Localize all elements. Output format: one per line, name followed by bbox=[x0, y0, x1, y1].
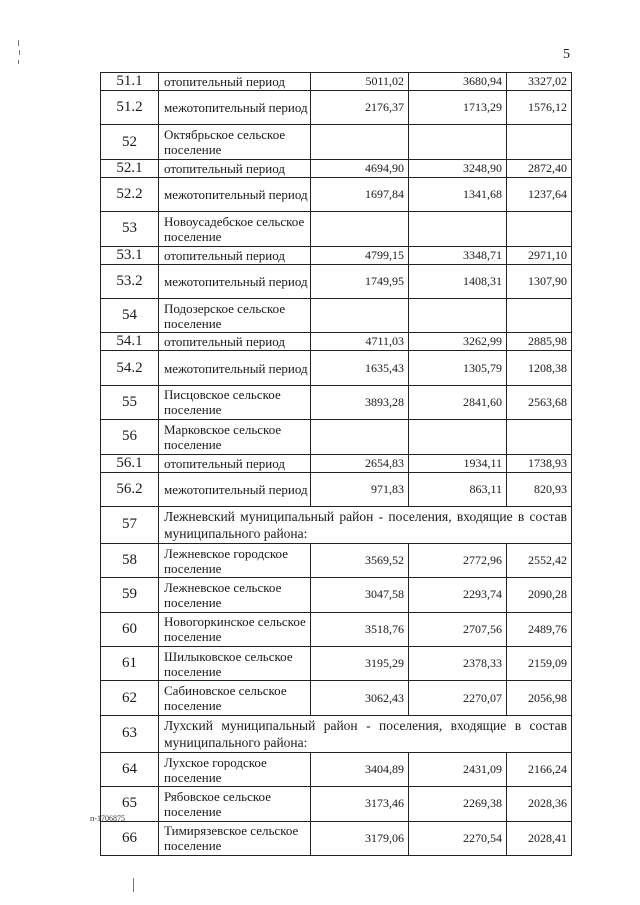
settlement-name: межотопительный период bbox=[159, 91, 311, 125]
tariff-value-v3: 2028,41 bbox=[507, 821, 572, 855]
table-row bbox=[101, 246, 572, 264]
settlement-name: Рябовское сельское поселение bbox=[159, 787, 311, 821]
tariff-value-v1: 3569,52 bbox=[311, 543, 409, 577]
tariff-value-v1: 4711,03 bbox=[311, 333, 409, 351]
row-number: 63 bbox=[101, 715, 159, 752]
row-number: 65 bbox=[101, 787, 159, 821]
tariff-value-v3: 2090,28 bbox=[507, 578, 572, 612]
tariff-value-v2: 2378,33 bbox=[409, 647, 507, 681]
tariff-value-v1: 1697,84 bbox=[311, 177, 409, 211]
tariff-value-v3: 1307,90 bbox=[507, 264, 572, 298]
tariff-value-v1 bbox=[311, 212, 409, 246]
table-row bbox=[101, 264, 572, 298]
row-number: 54 bbox=[101, 298, 159, 332]
tariff-value-v3: 2489,76 bbox=[507, 612, 572, 646]
table-row bbox=[101, 159, 572, 177]
settlement-name: Октябрьское сельское поселение bbox=[159, 125, 311, 159]
tariff-value-v1 bbox=[311, 298, 409, 332]
settlement-name: отопительный период bbox=[159, 246, 311, 264]
row-number: 64 bbox=[101, 752, 159, 786]
settlement-name: Шилыковское сельское поселение bbox=[159, 647, 311, 681]
settlement-name: межотопительный период bbox=[159, 177, 311, 211]
tariff-value-v1: 971,83 bbox=[311, 472, 409, 506]
row-number: 58 bbox=[101, 543, 159, 577]
tariff-value-v1: 1635,43 bbox=[311, 351, 409, 385]
settlement-name: Сабиновское сельское поселение bbox=[159, 681, 311, 715]
tariff-value-v2: 2293,74 bbox=[409, 578, 507, 612]
row-number: 56 bbox=[101, 420, 159, 454]
row-number: 51.1 bbox=[101, 73, 159, 91]
document-id: п-1706875 bbox=[90, 814, 125, 823]
row-number: 56.2 bbox=[101, 472, 159, 506]
row-number: 52.2 bbox=[101, 177, 159, 211]
table-row bbox=[101, 177, 572, 211]
tariff-value-v3: 2872,40 bbox=[507, 159, 572, 177]
table-row bbox=[101, 681, 572, 715]
tariff-value-v3: 1237,64 bbox=[507, 177, 572, 211]
row-number: 59 bbox=[101, 578, 159, 612]
tariff-value-v2: 3680,94 bbox=[409, 73, 507, 91]
table-row bbox=[101, 612, 572, 646]
row-number: 53.2 bbox=[101, 264, 159, 298]
tariff-value-v3: 2166,24 bbox=[507, 752, 572, 786]
settlement-name: Подозерское сельское поселение bbox=[159, 298, 311, 332]
tariff-value-v3: 1208,38 bbox=[507, 351, 572, 385]
tariff-value-v1: 4694,90 bbox=[311, 159, 409, 177]
row-number: 66 bbox=[101, 821, 159, 855]
tariff-value-v2: 2269,38 bbox=[409, 787, 507, 821]
tariff-value-v2: 2270,54 bbox=[409, 821, 507, 855]
row-number: 54.2 bbox=[101, 351, 159, 385]
binding-mark bbox=[19, 50, 20, 55]
page-number: 5 bbox=[563, 47, 570, 62]
tariff-value-v2: 2270,07 bbox=[409, 681, 507, 715]
tariff-value-v2: 2772,96 bbox=[409, 543, 507, 577]
tariff-value-v2: 2707,56 bbox=[409, 612, 507, 646]
tariff-value-v1: 3404,89 bbox=[311, 752, 409, 786]
settlement-name: отопительный период bbox=[159, 333, 311, 351]
tariff-value-v1: 3893,28 bbox=[311, 385, 409, 419]
table-row bbox=[101, 472, 572, 506]
settlement-name: межотопительный период bbox=[159, 472, 311, 506]
tariff-value-v2 bbox=[409, 125, 507, 159]
tariff-value-v1: 3518,76 bbox=[311, 612, 409, 646]
binding-mark bbox=[18, 60, 19, 64]
tariff-value-v2: 3262,99 bbox=[409, 333, 507, 351]
settlement-name: отопительный период bbox=[159, 454, 311, 472]
tariff-value-v1: 3179,06 bbox=[311, 821, 409, 855]
tariff-table bbox=[100, 72, 572, 856]
settlement-name: отопительный период bbox=[159, 159, 311, 177]
tariff-value-v2: 2431,09 bbox=[409, 752, 507, 786]
tariff-value-v2 bbox=[409, 212, 507, 246]
tariff-value-v3 bbox=[507, 212, 572, 246]
table-row bbox=[101, 420, 572, 454]
tariff-value-v1: 2176,37 bbox=[311, 91, 409, 125]
table-row bbox=[101, 821, 572, 855]
tariff-value-v1 bbox=[311, 420, 409, 454]
tariff-value-v3 bbox=[507, 298, 572, 332]
tariff-value-v1: 4799,15 bbox=[311, 246, 409, 264]
district-heading: Лежневский муниципальный район - поселения, входящие в состав муниципального района: bbox=[159, 506, 572, 543]
table-row bbox=[101, 385, 572, 419]
tariff-value-v1: 1749,95 bbox=[311, 264, 409, 298]
table-row bbox=[101, 91, 572, 125]
tariff-value-v1: 2654,83 bbox=[311, 454, 409, 472]
tariff-value-v1: 3047,58 bbox=[311, 578, 409, 612]
tariff-value-v1: 3173,46 bbox=[311, 787, 409, 821]
tariff-value-v2 bbox=[409, 298, 507, 332]
table-row bbox=[101, 715, 572, 752]
settlement-name: межотопительный период bbox=[159, 351, 311, 385]
tariff-value-v3: 2028,36 bbox=[507, 787, 572, 821]
row-number: 56.1 bbox=[101, 454, 159, 472]
row-number: 55 bbox=[101, 385, 159, 419]
tariff-value-v2: 863,11 bbox=[409, 472, 507, 506]
tariff-value-v3: 3327,02 bbox=[507, 73, 572, 91]
row-number: 51.2 bbox=[101, 91, 159, 125]
tariff-value-v3: 1576,12 bbox=[507, 91, 572, 125]
tariff-value-v2: 1305,79 bbox=[409, 351, 507, 385]
row-number: 60 bbox=[101, 612, 159, 646]
tariff-value-v3: 820,93 bbox=[507, 472, 572, 506]
row-number: 53.1 bbox=[101, 246, 159, 264]
tariff-value-v2 bbox=[409, 420, 507, 454]
row-number: 57 bbox=[101, 506, 159, 543]
tariff-value-v2: 1934,11 bbox=[409, 454, 507, 472]
row-number: 54.1 bbox=[101, 333, 159, 351]
row-number: 62 bbox=[101, 681, 159, 715]
binding-mark bbox=[133, 878, 134, 892]
settlement-name: Тимирязевское сельское поселение bbox=[159, 821, 311, 855]
table-row bbox=[101, 543, 572, 577]
table-row bbox=[101, 787, 572, 821]
tariff-value-v1 bbox=[311, 125, 409, 159]
tariff-value-v3: 2159,09 bbox=[507, 647, 572, 681]
tariff-value-v3: 2552,42 bbox=[507, 543, 572, 577]
tariff-value-v1: 5011,02 bbox=[311, 73, 409, 91]
tariff-value-v2: 3348,71 bbox=[409, 246, 507, 264]
row-number: 52 bbox=[101, 125, 159, 159]
settlement-name: Лежневское сельское поселение bbox=[159, 578, 311, 612]
settlement-name: Новогоркинское сельское поселение bbox=[159, 612, 311, 646]
table-row bbox=[101, 351, 572, 385]
table-row bbox=[101, 647, 572, 681]
settlement-name: отопительный период bbox=[159, 73, 311, 91]
table-row bbox=[101, 333, 572, 351]
tariff-value-v3 bbox=[507, 125, 572, 159]
tariff-value-v3: 2056,98 bbox=[507, 681, 572, 715]
table-row bbox=[101, 454, 572, 472]
table-row bbox=[101, 578, 572, 612]
table-row bbox=[101, 212, 572, 246]
tariff-value-v1: 3062,43 bbox=[311, 681, 409, 715]
binding-mark bbox=[18, 40, 19, 46]
tariff-value-v2: 2841,60 bbox=[409, 385, 507, 419]
tariff-value-v3: 1738,93 bbox=[507, 454, 572, 472]
row-number: 53 bbox=[101, 212, 159, 246]
settlement-name: Лежневское городское поселение bbox=[159, 543, 311, 577]
row-number: 52.1 bbox=[101, 159, 159, 177]
row-number: 61 bbox=[101, 647, 159, 681]
tariff-value-v2: 1408,31 bbox=[409, 264, 507, 298]
tariff-value-v3 bbox=[507, 420, 572, 454]
settlement-name: Лухское городское поселение bbox=[159, 752, 311, 786]
settlement-name: Марковское сельское поселение bbox=[159, 420, 311, 454]
settlement-name: межотопительный период bbox=[159, 264, 311, 298]
table-row bbox=[101, 73, 572, 91]
tariff-value-v2: 1713,29 bbox=[409, 91, 507, 125]
tariff-value-v2: 3248,90 bbox=[409, 159, 507, 177]
tariff-value-v3: 2885,98 bbox=[507, 333, 572, 351]
table-row bbox=[101, 506, 572, 543]
settlement-name: Писцовское сельское поселение bbox=[159, 385, 311, 419]
table-row bbox=[101, 752, 572, 786]
table-row bbox=[101, 298, 572, 332]
tariff-value-v3: 2971,10 bbox=[507, 246, 572, 264]
district-heading: Лухский муниципальный район - поселения, входящие в состав муниципального района: bbox=[159, 715, 572, 752]
settlement-name: Новоусадебское сельское поселение bbox=[159, 212, 311, 246]
table-row bbox=[101, 125, 572, 159]
tariff-value-v3: 2563,68 bbox=[507, 385, 572, 419]
tariff-value-v2: 1341,68 bbox=[409, 177, 507, 211]
tariff-value-v1: 3195,29 bbox=[311, 647, 409, 681]
